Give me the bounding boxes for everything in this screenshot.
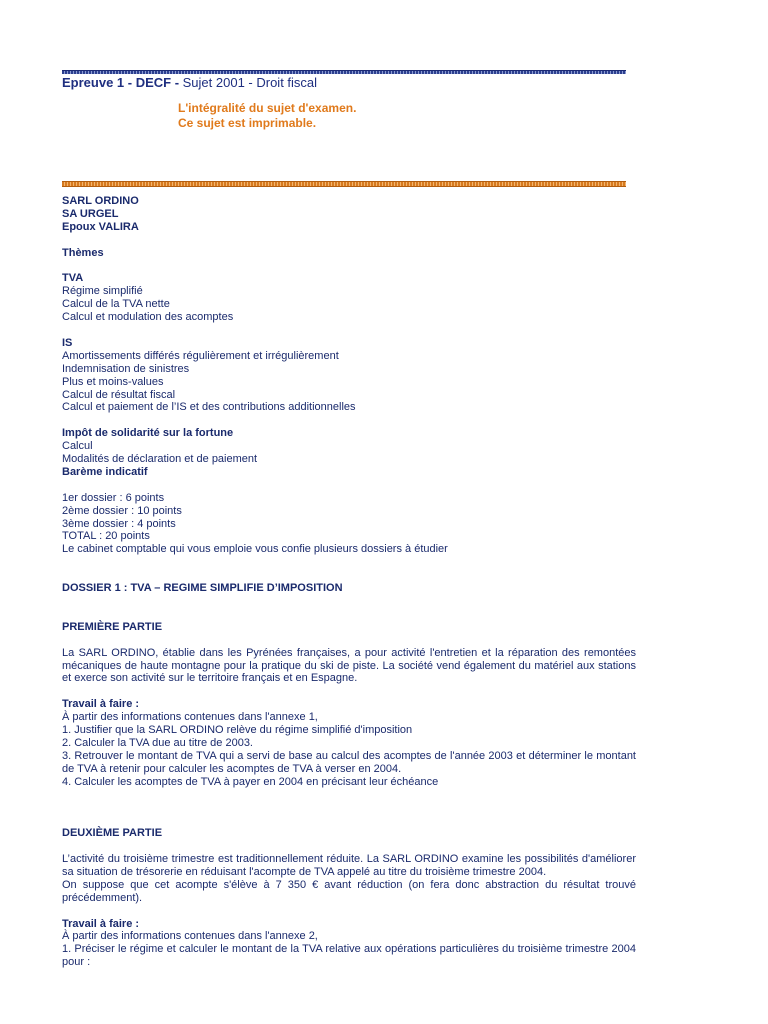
travail-heading: Travail à faire :	[62, 698, 140, 711]
themes-heading: Thèmes	[62, 246, 104, 259]
list-item: Calcul et paiement de l’IS et des contributions additionnelles	[62, 401, 356, 414]
list-item: Plus et moins-values	[62, 375, 164, 388]
isf-heading: Impôt de solidarité sur la fortune	[62, 427, 234, 440]
travail-heading: Travail à faire :	[62, 917, 140, 930]
travail-item: 4. Calculer les acomptes de TVA à payer en 2004 en précisant leur échéance	[62, 775, 439, 788]
subtitle-line-2: Ce sujet est imprimable.	[178, 116, 317, 130]
list-item: Indemnisation de sinistres	[62, 362, 190, 375]
travail-intro: À partir des informations contenues dans l'annexe 1,	[62, 711, 318, 724]
page-title	[62, 75, 317, 90]
bareme-item: 2ème dossier : 10 points	[62, 504, 182, 517]
list-item: Calcul	[62, 440, 93, 453]
title-rest: Sujet 2001 - Droit fiscal	[182, 75, 318, 90]
part-heading: PREMIÈRE PARTIE	[62, 620, 163, 633]
travail-intro: À partir des informations contenues dans l'annexe 2,	[62, 930, 318, 943]
list-item: Modalités de déclaration et de paiement	[62, 453, 258, 466]
travail-item: 3. Retrouver le montant de TVA qui a servi de base au calcul des acomptes de l'année 2003 et déterminer le montant de TVA à retenir pour calculer les acomptes de TVA à verser en 2004.	[62, 749, 636, 775]
bareme-item: 1er dossier : 6 points	[62, 491, 165, 504]
party-name: Epoux VALIRA	[62, 220, 139, 233]
subtitle-line-1: L'intégralité du sujet d'examen.	[178, 101, 357, 115]
subtitle	[178, 101, 356, 131]
list-item: Calcul de résultat fiscal	[62, 388, 176, 401]
list-item: Amortissements différés régulièrement et irrégulièrement	[62, 349, 339, 362]
tva-heading: TVA	[62, 272, 84, 285]
title-bold: Epreuve 1 - DECF -	[62, 75, 183, 90]
bareme-heading: Barème indicatif	[62, 465, 148, 478]
paragraph: L’activité du troisième trimestre est traditionnellement réduite. La SARL ORDINO examine les possibilités d'améliorer sa situation de trésorerie en réduisant l'acompte de TVA appelé au titre du troisième trimestre 2004.	[62, 853, 636, 878]
paragraph: On suppose que cet acompte s'élève à 7 350 € avant réduction (on fera donc abstraction du résultat trouvé précédemment).	[62, 878, 636, 904]
list-item: Régime simplifié	[62, 285, 143, 298]
list-item: Calcul de la TVA nette	[62, 298, 170, 311]
travail-item: 1. Préciser le régime et calculer le montant de la TVA relative aux opérations particulières du troisième trimestre 2004 pour :	[62, 943, 636, 969]
section-divider	[62, 181, 626, 187]
party-name: SA URGEL	[62, 207, 119, 220]
party-name: SARL ORDINO	[62, 195, 139, 207]
top-divider	[62, 70, 626, 74]
bareme-item: TOTAL : 20 points	[62, 530, 150, 543]
travail-item: 2. Calculer la TVA due au titre de 2003.	[62, 736, 253, 749]
bareme-item: 3ème dossier : 4 points	[62, 517, 176, 530]
document-body	[62, 195, 636, 969]
paragraph: La SARL ORDINO, établie dans les Pyrénées françaises, a pour activité l'entretien et la réparation des remontées mécaniques de haute montagne pour la pratique du ski de piste. La société vend également du matériel aux stations et exerce son activité sur le territoire français et en Espagne.	[62, 646, 636, 685]
part-heading: DEUXIÈME PARTIE	[62, 827, 163, 840]
is-heading: IS	[62, 336, 73, 349]
travail-item: 1. Justifier que la SARL ORDINO relève du régime simplifié d'imposition	[62, 724, 413, 737]
list-item: Calcul et modulation des acomptes	[62, 311, 234, 324]
bareme-intro: Le cabinet comptable qui vous emploie vous confie plusieurs dossiers à étudier	[62, 543, 448, 556]
dossier-heading: DOSSIER 1 : TVA – REGIME SIMPLIFIE D’IMPOSITION	[62, 582, 343, 595]
